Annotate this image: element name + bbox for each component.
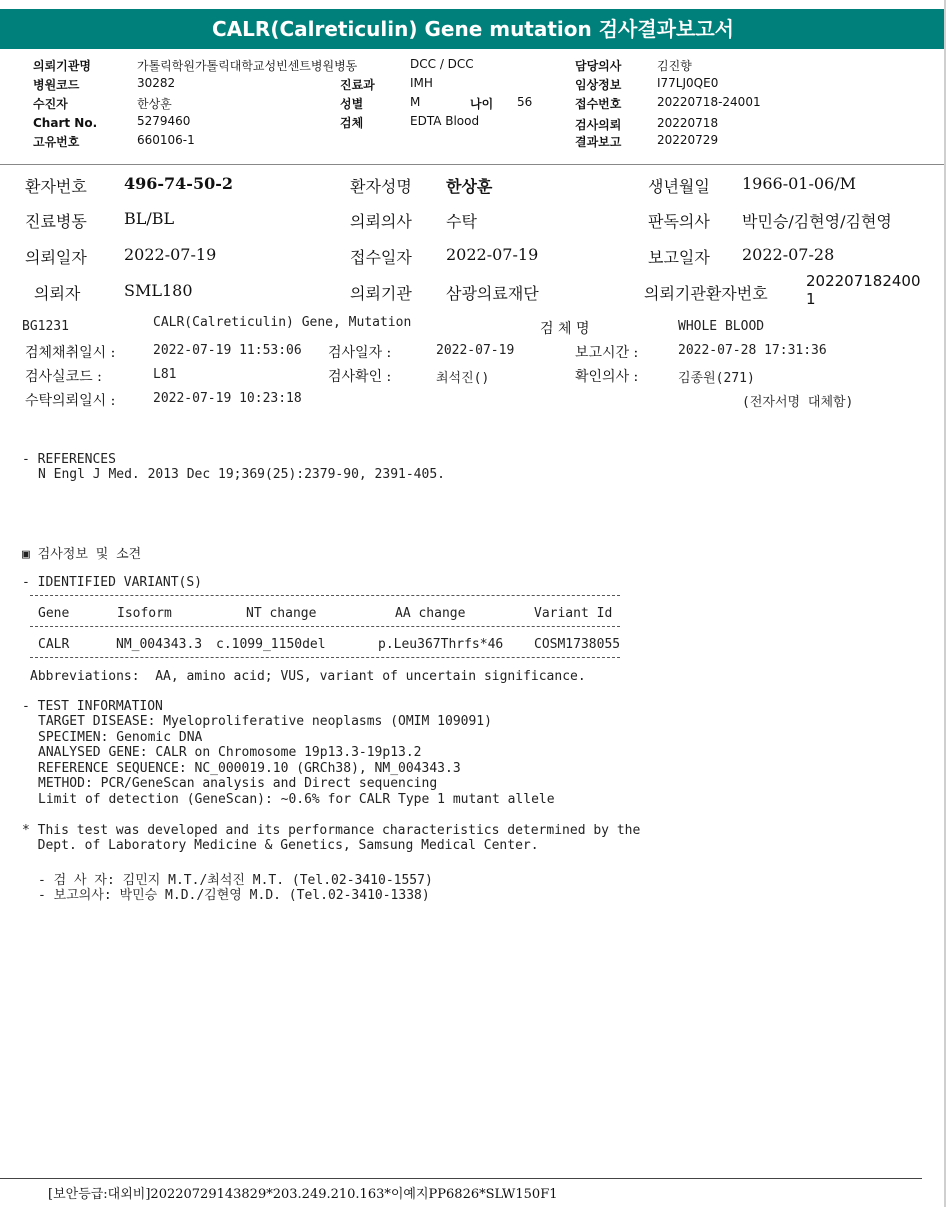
order-label: 수탁의뢰일시 : — [25, 393, 116, 409]
examiner-line: - 검 사 자: 김민지 M.T./최석진 M.T. (Tel.02-3410-1557) — [38, 873, 433, 888]
clinical-info-value: I77LJ0QE0 — [657, 76, 719, 90]
findings-heading: ▣ 검사정보 및 소견 — [22, 547, 142, 562]
req-date-value: 2022-07-19 — [124, 245, 217, 264]
dob-value: 1966-01-06/M — [742, 174, 857, 193]
report-title: CALR(Calreticulin) Gene mutation 검사결과보고서 — [0, 9, 946, 49]
test-info-line: ANALYSED GENE: CALR on Chromosome 19p13.3-19p13.2 — [38, 745, 422, 760]
age-label: 나이 — [470, 97, 494, 111]
col-isoform: Isoform — [117, 606, 172, 621]
table-header-rule — [30, 626, 620, 627]
specimen-label: 검체 — [340, 116, 364, 130]
hospital-code-label: 병원코드 — [33, 78, 80, 92]
doctor-value: 김진향 — [657, 59, 692, 73]
test-date-value: 2022-07-19 — [436, 343, 515, 358]
rep-date-label: 보고일자 — [648, 248, 710, 267]
ward-value: DCC / DCC — [410, 57, 474, 71]
ward-value-patient: BL/BL — [124, 209, 175, 228]
ward-label: 진료병동 — [25, 212, 87, 231]
col-gene: Gene — [38, 606, 70, 621]
hospital-code-value: 30282 — [137, 76, 176, 90]
requester-label: 의뢰자 — [34, 284, 81, 303]
dob-label: 생년월일 — [648, 177, 710, 196]
dept-label: 진료과 — [340, 78, 375, 92]
unique-label: 고유번호 — [33, 135, 80, 149]
req-doctor-label: 의뢰의사 — [350, 212, 412, 231]
reader-value: 박민승/김현영/김현영 — [742, 212, 892, 231]
sex-value: M — [410, 95, 421, 109]
confirm-label: 검사확인 : — [328, 369, 392, 385]
recipient-label: 수진자 — [33, 97, 68, 111]
rec-date-label: 접수일자 — [350, 248, 412, 267]
cell-gene: CALR — [38, 637, 70, 652]
requester-value: SML180 — [124, 281, 193, 300]
report-time-value: 2022-07-28 17:31:36 — [678, 343, 827, 358]
rep-date-value: 2022-07-28 — [742, 245, 835, 264]
test-info-line: REFERENCE SEQUENCE: NC_000019.10 (GRCh38), NM_004343.3 — [38, 761, 461, 776]
req-inst-value: 삼광의료재단 — [446, 284, 539, 303]
inst-patient-value-2: 1 — [806, 290, 816, 308]
req-doctor-value: 수탁 — [446, 212, 477, 231]
result-label: 결과보고 — [575, 135, 622, 149]
institution-label: 의뢰기관명 — [33, 59, 91, 73]
abbreviations: Abbreviations: AA, amino acid; VUS, variant of uncertain significance. — [30, 669, 586, 684]
unique-value: 660106-1 — [137, 133, 195, 147]
header-separator — [0, 164, 946, 165]
footer-rule — [0, 1178, 922, 1179]
test-info-line: SPECIMEN: Genomic DNA — [38, 730, 203, 745]
col-variant-id: Variant Id — [534, 606, 613, 621]
inst-patient-value-1: 202207182400 — [806, 272, 921, 290]
specimen-value: EDTA Blood — [410, 114, 480, 128]
col-aa-change: AA change — [395, 606, 466, 621]
esign-note: (전자서명 대체함) — [742, 395, 854, 410]
recipient-value: 한상훈 — [137, 97, 172, 111]
patient-name-value: 한상훈 — [446, 177, 493, 196]
note-line-1: * This test was developed and its performance characteristics determined by the — [22, 823, 641, 838]
cell-isoform: NM_004343.3 — [116, 637, 203, 652]
chart-value: 5279460 — [137, 114, 191, 128]
receipt-no-label: 접수번호 — [575, 97, 622, 111]
table-bottom-rule — [30, 657, 620, 658]
reader-label: 판독의사 — [648, 212, 710, 231]
result-value: 20220729 — [657, 133, 719, 147]
request-label: 검사의뢰 — [575, 118, 622, 132]
age-value: 56 — [517, 95, 533, 109]
collect-label: 검체채취일시 : — [25, 345, 116, 361]
receipt-no-value: 20220718-24001 — [657, 95, 761, 109]
test-code: BG1231 — [22, 319, 69, 334]
doctor-label: 담당의사 — [575, 59, 622, 73]
clinical-info-label: 임상정보 — [575, 78, 622, 92]
test-info-line: TARGET DISEASE: Myeloproliferative neoplasms (OMIM 109091) — [38, 714, 492, 729]
security-footer: [보안등급:대외비]20220729143829*203.249.210.163*이예지PP6826*SLW150F1 — [48, 1187, 558, 1202]
order-value: 2022-07-19 10:23:18 — [153, 391, 302, 406]
cell-variant-id: COSM1738055 — [534, 637, 621, 652]
patient-no-label: 환자번호 — [25, 177, 87, 196]
room-value: L81 — [153, 367, 177, 382]
cell-nt-change: c.1099_1150del — [216, 637, 326, 652]
note-line-2: Dept. of Laboratory Medicine & Genetics, Samsung Medical Center. — [22, 838, 539, 853]
patient-no-value: 496-74-50-2 — [124, 174, 233, 193]
test-info-heading: - TEST INFORMATION — [22, 699, 163, 714]
references-text: N Engl J Med. 2013 Dec 19;369(25):2379-90, 2391-405. — [38, 467, 445, 482]
req-date-label: 의뢰일자 — [25, 248, 87, 267]
rec-date-value: 2022-07-19 — [446, 245, 539, 264]
variants-heading: - IDENTIFIED VARIANT(S) — [22, 575, 203, 590]
test-info-line: METHOD: PCR/GeneScan analysis and Direct sequencing — [38, 776, 438, 791]
chart-label: Chart No. — [33, 116, 98, 130]
references-heading: - REFERENCES — [22, 452, 116, 467]
sex-label: 성별 — [340, 97, 364, 111]
test-info-line: Limit of detection (GeneScan): ~0.6% for CALR Type 1 mutant allele — [38, 792, 555, 807]
room-label: 검사실코드 : — [25, 369, 102, 385]
confirm-value: 최석진() — [436, 371, 490, 386]
collect-value: 2022-07-19 11:53:06 — [153, 343, 302, 358]
confirm-doc-label: 확인의사 : — [575, 369, 639, 385]
patient-name-label: 환자성명 — [350, 177, 412, 196]
institution-value: 가톨릭학원가톨릭대학교성빈센트병원병동 — [137, 59, 358, 73]
report-time-label: 보고시간 : — [575, 345, 639, 361]
test-name: CALR(Calreticulin) Gene, Mutation — [153, 315, 412, 330]
request-value: 20220718 — [657, 116, 719, 130]
confirm-doc-value: 김종원(271) — [678, 371, 755, 386]
cell-aa-change: p.Leu367Thrfs*46 — [378, 637, 504, 652]
reporter-line: - 보고의사: 박민승 M.D./김현영 M.D. (Tel.02-3410-1338) — [38, 888, 430, 903]
req-inst-label: 의뢰기관 — [350, 284, 412, 303]
dept-value: IMH — [410, 76, 433, 90]
test-specimen-value: WHOLE BLOOD — [678, 319, 765, 334]
test-specimen-label: 검 체 명 — [540, 321, 590, 337]
test-date-label: 검사일자 : — [328, 345, 392, 361]
col-nt-change: NT change — [246, 606, 317, 621]
table-top-rule — [30, 595, 620, 596]
inst-patient-label: 의뢰기관환자번호 — [644, 284, 768, 303]
